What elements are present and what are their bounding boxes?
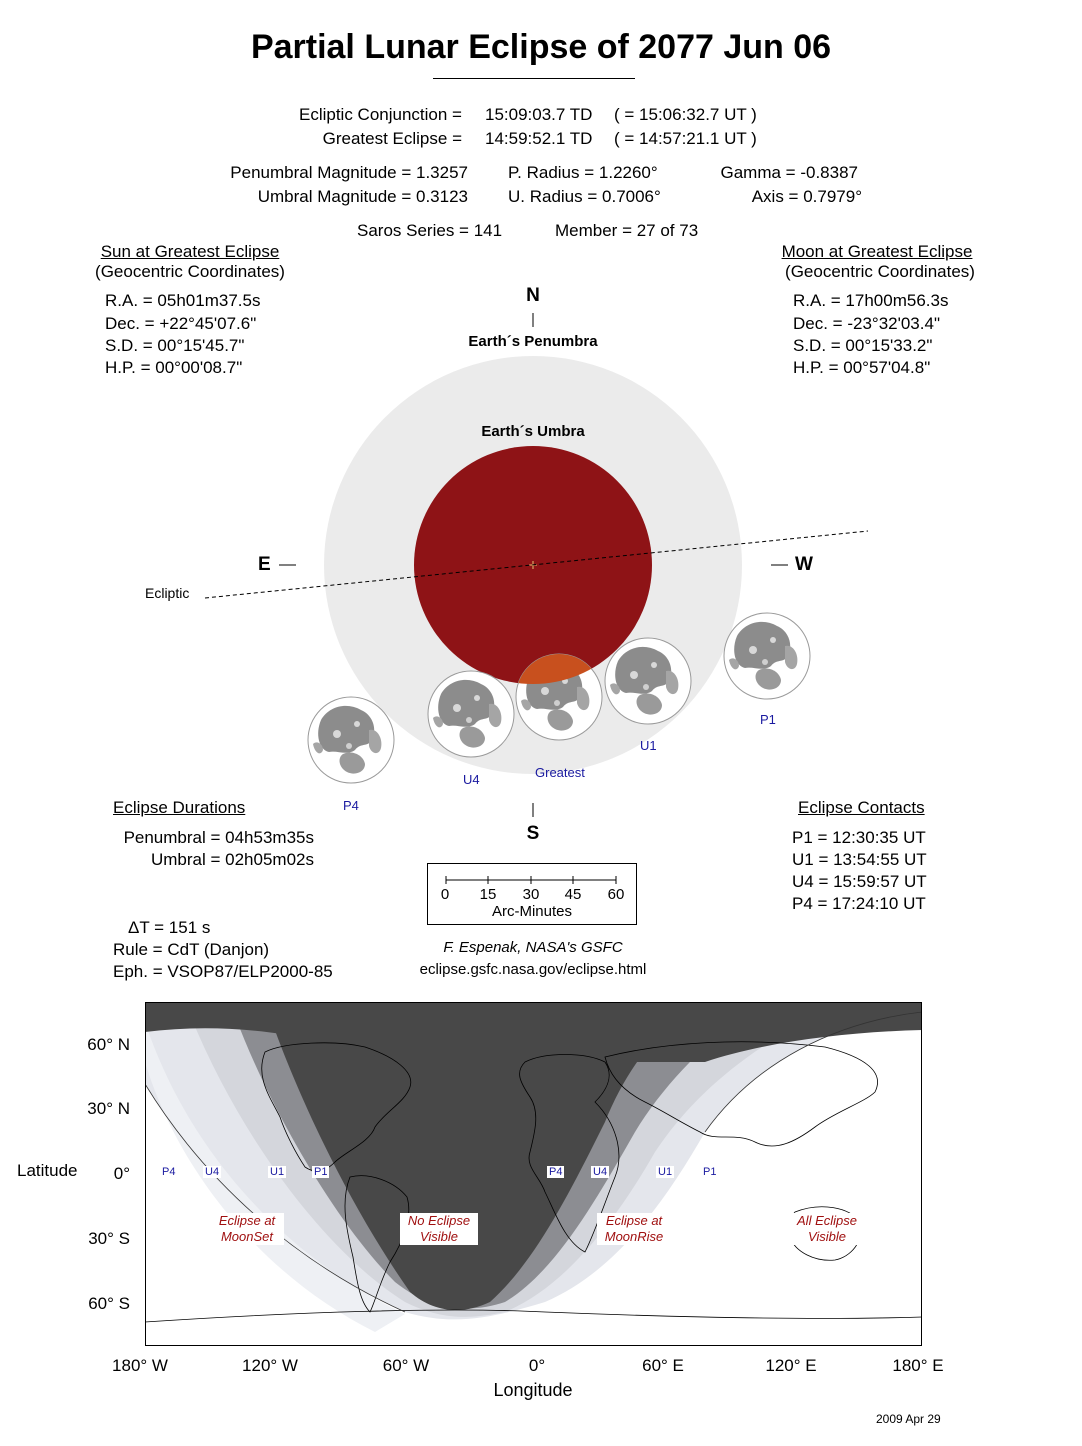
map-contact-u1-east: U1 [658,1166,673,1178]
sun-dec: Dec. = +22°45'07.6" [105,314,257,333]
map-contact-u4-west: U4 [205,1166,220,1178]
arcminute-scale [427,863,637,925]
map-contact-p4-east: P4 [549,1166,563,1178]
moon-p1 [724,613,810,699]
sun-sd: S.D. = 00°15'45.7" [105,336,245,355]
lat-tick-60n: 60° N [87,1035,130,1054]
axis: Axis = 0.7979° [751,187,862,206]
region-moonset: Eclipse at MoonSet [210,1213,284,1245]
conjunction-ut: ( = 15:06:32.7 UT ) [614,105,757,124]
moon-u1 [605,638,691,724]
moon-hp: H.P. = 00°57'04.8" [793,358,931,377]
penumbral-duration: Penumbral = 04h53m35s [123,828,314,847]
conjunction-label: Ecliptic Conjunction = [298,105,462,124]
umbral-radius: U. Radius = 0.7006° [508,187,661,206]
north-label: N [526,285,540,306]
scale-tick-45: 45 [564,886,582,903]
scale-tick-60: 60 [607,886,625,903]
west-label: W [795,554,813,575]
latitude-title: Latitude [17,1161,78,1180]
source-url: eclipse.gsfc.nasa.gov/eclipse.html [419,961,647,978]
page-title: Partial Lunar Eclipse of 2077 Jun 06 [250,28,832,66]
saros-series: Saros Series = 141 [357,221,503,240]
scale-tick-30: 30 [522,886,540,903]
ecliptic-label: Ecliptic [145,585,190,601]
lon-tick-180w: 180° W [112,1356,168,1375]
lon-tick-180e: 180° E [892,1356,944,1375]
scale-tick-0: 0 [440,886,450,903]
sun-subheading: (Geocentric Coordinates) [95,262,285,281]
conjunction-td: 15:09:03.7 TD [485,105,593,124]
contacts-heading: Eclipse Contacts [798,798,925,817]
title-underline [433,78,635,79]
contact-p4: P4 = 17:24:10 UT [792,894,926,913]
moon-ra: R.A. = 17h00m56.3s [793,291,949,310]
lat-tick-30s: 30° S [88,1229,130,1248]
region-moonrise: Eclipse at MoonRise [597,1213,671,1245]
longitude-title: Longitude [493,1380,573,1400]
map-contact-u4-east: U4 [593,1166,608,1178]
moon-heading: Moon at Greatest Eclipse [781,242,973,261]
sun-ra: R.A. = 05h01m37.5s [105,291,261,310]
map-contact-u1-west: U1 [270,1166,285,1178]
rule: Rule = CdT (Danjon) [113,940,270,959]
umbra-label: Earth´s Umbra [481,423,585,440]
lon-tick-60w: 60° W [382,1356,430,1375]
penumbral-magnitude: Penumbral Magnitude = 1.3257 [230,163,468,182]
greatest-td: 14:59:52.1 TD [485,129,593,148]
moon-p4 [308,697,394,783]
contact-u4: U4 = 15:59:57 UT [792,872,927,891]
p1-position-label: P1 [760,712,776,727]
umbral-duration: Umbral = 02h05m02s [150,850,314,869]
visibility-map [145,1002,922,1346]
lon-tick-120e: 120° E [765,1356,817,1375]
moon-dec: Dec. = -23°32'03.4" [793,314,940,333]
contact-u1: U1 = 13:54:55 UT [792,850,927,869]
p4-position-label: P4 [343,798,359,813]
map-contact-p1-east: P1 [703,1166,717,1178]
moon-subheading: (Geocentric Coordinates) [785,262,975,281]
lon-tick-0: 0° [528,1356,546,1375]
scale-tick-15: 15 [479,886,497,903]
u4-position-label: U4 [463,772,480,787]
ephemeris: Eph. = VSOP87/ELP2000-85 [113,962,333,981]
delta-t: ΔT = 151 s [128,918,211,937]
eclipse-diagram [0,280,1082,820]
lat-tick-60s: 60° S [88,1294,130,1313]
sun-heading: Sun at Greatest Eclipse [100,242,280,261]
moon-sd: S.D. = 00°15'33.2" [793,336,933,355]
u1-position-label: U1 [640,738,657,753]
greatest-position-label: Greatest [535,765,585,780]
greatest-label: Greatest Eclipse = [322,129,462,148]
contact-p1: P1 = 12:30:35 UT [792,828,926,847]
scale-label: Arc-Minutes [491,903,573,920]
greatest-ut: ( = 14:57:21.1 UT ) [614,129,757,148]
lon-tick-120w: 120° W [242,1356,298,1375]
region-all-visible: All Eclipse Visible [788,1213,866,1245]
map-contact-p1-west: P1 [314,1166,328,1178]
sun-hp: H.P. = 00°00'08.7" [105,358,243,377]
map-contact-p4-west: P4 [162,1166,176,1178]
east-label: E [258,554,271,575]
generation-date: 2009 Apr 29 [876,1412,941,1426]
durations-heading: Eclipse Durations [113,798,246,817]
gamma: Gamma = -0.8387 [720,163,858,182]
saros-member: Member = 27 of 73 [555,221,699,240]
credit: F. Espenak, NASA's GSFC [443,939,623,956]
moon-u4 [428,671,514,757]
south-label: S [526,823,540,844]
region-no-eclipse: No Eclipse Visible [400,1213,478,1245]
penumbra-label: Earth´s Penumbra [468,333,598,350]
umbral-magnitude: Umbral Magnitude = 0.3123 [257,187,468,206]
penumbral-radius: P. Radius = 1.2260° [508,163,658,182]
lat-tick-0: 0° [113,1164,130,1183]
lon-tick-60e: 60° E [642,1356,684,1375]
lat-tick-30n: 30° N [87,1099,130,1118]
